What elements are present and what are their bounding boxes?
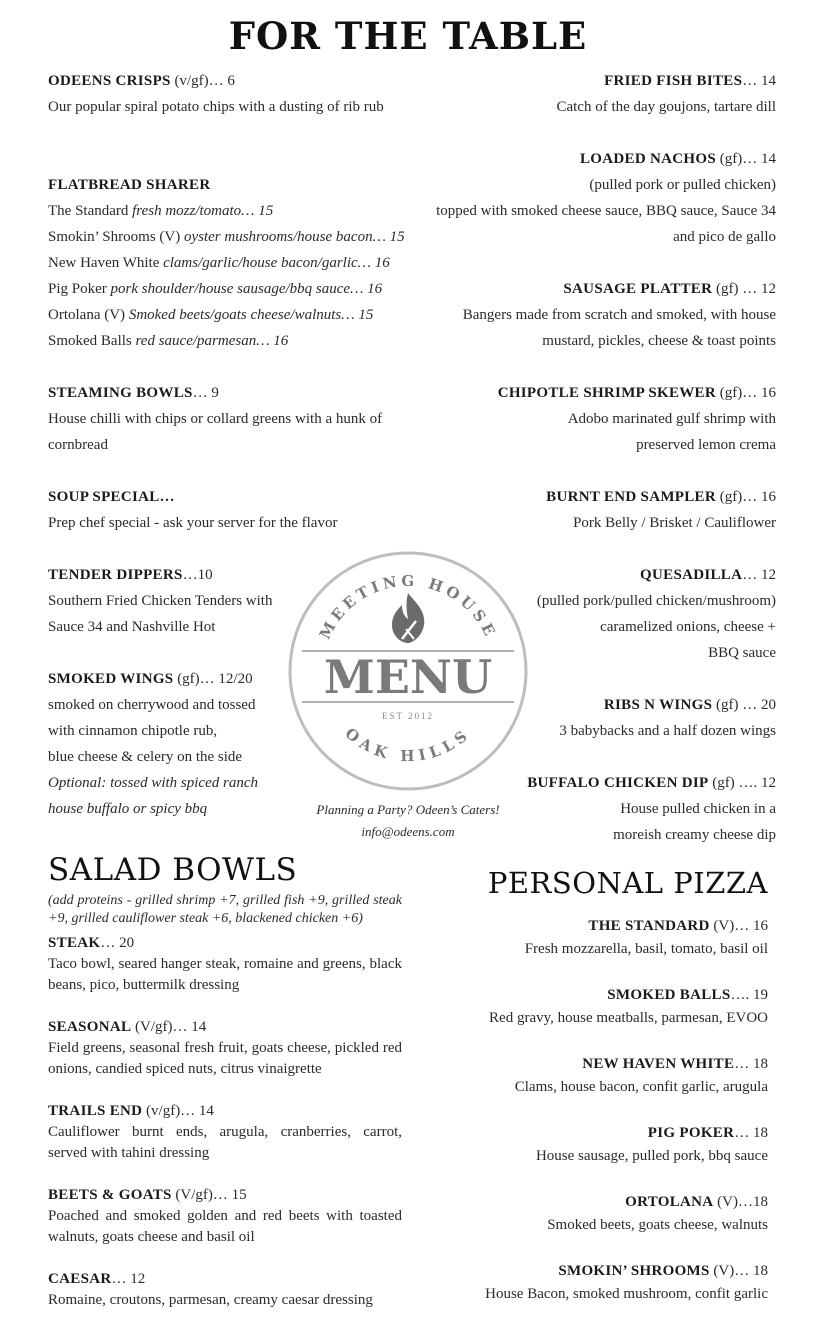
item-name: PIG POKER xyxy=(647,1125,735,1141)
menu-item-buffalo-chicken-dip xyxy=(526,770,776,848)
menu-item-smoked-wings xyxy=(48,666,298,822)
salad-item-trails-end xyxy=(48,1101,402,1164)
catering-text: Planning a Party? Odeen’s Caters! xyxy=(316,802,500,817)
item-price: (V)…18 xyxy=(713,1194,768,1210)
menu-item-steaming-bowls xyxy=(48,380,408,458)
pizza-section-title: PERSONAL PIZZA xyxy=(487,866,768,900)
menu-item-sausage-platter xyxy=(424,276,776,354)
pizza-item-the-standard xyxy=(428,915,768,961)
item-description: Pork Belly / Brisket / Cauliflower xyxy=(573,515,776,531)
menu-item-soup-special xyxy=(48,484,408,536)
menu-item-burnt-end-sampler xyxy=(416,484,776,536)
item-description: Smoked beets, goats cheese, walnuts xyxy=(547,1217,768,1233)
item-price: (gf) …. 12 xyxy=(708,775,776,791)
item-description: Red gravy, house meatballs, parmesan, EVOO xyxy=(489,1010,768,1026)
logo-est-text: EST 2012 xyxy=(381,711,435,721)
logo-top-text: MEETING HOUSE xyxy=(315,571,501,643)
item-price: … 12 xyxy=(111,1271,146,1287)
item-name: QUESADILLA xyxy=(640,567,743,583)
menu-item-ribs-n-wings xyxy=(526,692,776,744)
flatbread-option: Ortolana (V) Smoked beets/goats cheese/walnuts… 15 xyxy=(48,307,374,323)
item-price: (gf)… 12/20 xyxy=(173,671,253,687)
salad-item-beets-goats xyxy=(48,1185,402,1248)
item-description: BBQ sauce xyxy=(708,645,776,661)
item-optional-note: Optional: tossed with spiced ranch xyxy=(48,775,258,791)
catering-note xyxy=(300,799,516,843)
flatbread-option: Pig Poker pork shoulder/house sausage/bbq sauce… 16 xyxy=(48,281,383,297)
item-price: (V/gf)… 15 xyxy=(171,1187,247,1203)
item-price: …. 19 xyxy=(730,987,768,1003)
item-name: SMOKIN’ SHROOMS xyxy=(558,1263,710,1279)
item-price: (gf) … 20 xyxy=(712,697,776,713)
pizza-item-smoked-balls xyxy=(428,984,768,1030)
item-price: … 18 xyxy=(734,1125,768,1141)
item-price: (V)… 16 xyxy=(709,918,768,934)
item-name: SMOKED WINGS xyxy=(48,671,174,687)
logo-bottom-text: OAK HILLS xyxy=(341,724,475,766)
item-price: … 20 xyxy=(100,935,135,951)
flatbread-option: New Haven White clams/garlic/house bacon/garlic… 16 xyxy=(48,255,390,271)
item-name: STEAMING BOWLS xyxy=(48,385,193,401)
item-description: smoked on cherrywood and tossed xyxy=(48,697,256,713)
item-description: Our popular spiral potato chips with a dusting of rib rub xyxy=(48,99,384,115)
item-name: FLATBREAD SHARER xyxy=(48,177,211,193)
item-description: House pulled chicken in a xyxy=(620,801,776,817)
item-price: (gf)… 16 xyxy=(716,385,776,401)
item-description: (pulled pork/pulled chicken/mushroom) xyxy=(536,593,776,609)
item-price: …10 xyxy=(182,567,213,583)
item-name: SAUSAGE PLATTER xyxy=(563,281,713,297)
item-name: BEETS & GOATS xyxy=(48,1187,172,1203)
item-name: FRIED FISH BITES xyxy=(604,73,743,89)
item-price: (V)… 18 xyxy=(709,1263,768,1279)
item-description: moreish creamy cheese dip xyxy=(613,827,776,843)
item-description: Taco bowl, seared hanger steak, romaine and greens, black beans, pico, buttermilk dressing xyxy=(48,956,402,993)
item-price: (v/gf)… 14 xyxy=(142,1103,214,1119)
menu-item-fried-fish-bites xyxy=(416,68,776,120)
item-description: Adobo marinated gulf shrimp with xyxy=(567,411,776,427)
item-name: SEASONAL xyxy=(48,1019,132,1035)
catering-email: info@odeens.com xyxy=(361,824,455,839)
item-description: Prep chef special - ask your server for the flavor xyxy=(48,515,338,531)
menu-item-quesadilla xyxy=(486,562,776,666)
item-description: Cauliflower burnt ends, arugula, cranberries, carrot, served with tahini dressing xyxy=(48,1124,402,1161)
page-title: FOR THE TABLE xyxy=(228,14,588,58)
item-price: (gf)… 14 xyxy=(716,151,776,167)
item-name: LOADED NACHOS xyxy=(580,151,716,167)
pizza-item-new-haven-white xyxy=(428,1053,768,1099)
item-name: STEAK xyxy=(48,935,101,951)
item-name: RIBS N WINGS xyxy=(603,697,713,713)
item-description: Southern Fried Chicken Tenders with Sauce 34 and Nashville Hot xyxy=(48,593,273,635)
item-price: … 14 xyxy=(742,73,776,89)
salad-section-title: SALAD BOWLS xyxy=(48,852,298,888)
menu-item-flatbread-sharer xyxy=(48,172,428,354)
pizza-item-smokin-shrooms xyxy=(428,1260,768,1306)
item-description: Clams, house bacon, confit garlic, arugula xyxy=(514,1079,768,1095)
menu-item-loaded-nachos xyxy=(426,146,776,250)
meeting-house-logo xyxy=(288,551,528,791)
item-description: Field greens, seasonal fresh fruit, goats cheese, pickled red onions, candied spiced nuts, citrus vinaigrette xyxy=(48,1040,402,1077)
item-price: … 18 xyxy=(734,1056,768,1072)
item-name: CAESAR xyxy=(48,1271,112,1287)
item-description: House sausage, pulled pork, bbq sauce xyxy=(535,1148,768,1164)
item-name: TENDER DIPPERS xyxy=(48,567,183,583)
item-description: topped with smoked cheese sauce, BBQ sauce, Sauce 34 and pico de gallo xyxy=(436,203,776,245)
item-description: 3 babybacks and a half dozen wings xyxy=(559,723,776,739)
salad-protein-note: (add proteins - grilled shrimp +7, grilled fish +9, grilled steak +9, grilled cauliflower steak +6, blackened chicken +6) xyxy=(48,893,402,926)
item-description: preserved lemon crema xyxy=(636,437,776,453)
item-price: (gf) … 12 xyxy=(712,281,776,297)
item-description: House chilli with chips or collard greens with a hunk of cornbread xyxy=(48,411,383,453)
menu-item-odeens-crisps xyxy=(48,68,408,120)
item-name: ODEENS CRISPS xyxy=(48,73,171,89)
item-price: (v/gf)… 6 xyxy=(170,73,235,89)
item-description: Poached and smoked golden and red beets with toasted walnuts, goats cheese and basil oil xyxy=(48,1208,402,1245)
item-description: Fresh mozzarella, basil, tomato, basil oil xyxy=(524,941,768,957)
item-name: CHIPOTLE SHRIMP SKEWER xyxy=(497,385,716,401)
item-description: caramelized onions, cheese + xyxy=(600,619,776,635)
item-price: … 9 xyxy=(192,385,219,401)
pizza-item-pig-poker xyxy=(428,1122,768,1168)
item-price: (V/gf)… 14 xyxy=(131,1019,207,1035)
salad-item-seasonal xyxy=(48,1017,402,1080)
item-description: House Bacon, smoked mushroom, confit garlic xyxy=(485,1286,768,1302)
item-name: THE STANDARD xyxy=(588,918,710,934)
logo-center-text: MENU xyxy=(323,650,493,704)
pizza-item-ortolana xyxy=(428,1191,768,1237)
item-name: BURNT END SAMPLER xyxy=(546,489,716,505)
item-name: BUFFALO CHICKEN DIP xyxy=(527,775,709,791)
item-description: Romaine, croutons, parmesan, creamy caesar dressing xyxy=(48,1292,373,1308)
menu-item-chipotle-shrimp-skewer xyxy=(416,380,776,458)
item-name: TRAILS END xyxy=(48,1103,143,1119)
menu-item-tender-dippers xyxy=(48,562,310,640)
salad-item-steak xyxy=(48,933,402,996)
item-name: SOUP SPECIAL… xyxy=(48,489,175,505)
item-name: ORTOLANA xyxy=(625,1194,714,1210)
salad-item-caesar xyxy=(48,1269,408,1311)
item-price: (gf)… 16 xyxy=(716,489,776,505)
flatbread-option: Smoked Balls red sauce/parmesan… 16 xyxy=(48,333,289,349)
flatbread-option: The Standard fresh mozz/tomato… 15 xyxy=(48,203,274,219)
item-description: blue cheese & celery on the side xyxy=(48,749,243,765)
item-price: … 12 xyxy=(742,567,776,583)
flatbread-option: Smokin’ Shrooms (V) oyster mushrooms/house bacon… 15 xyxy=(48,229,405,245)
item-description: Catch of the day goujons, tartare dill xyxy=(556,99,776,115)
item-name: NEW HAVEN WHITE xyxy=(582,1056,735,1072)
item-description: Bangers made from scratch and smoked, with house mustard, pickles, cheese & toast points xyxy=(462,307,776,349)
item-description: with cinnamon chipotle rub, xyxy=(48,723,218,739)
item-description: (pulled pork or pulled chicken) xyxy=(589,177,776,193)
logo-badge xyxy=(288,551,528,791)
item-optional-note: house buffalo or spicy bbq xyxy=(48,801,208,817)
item-name: SMOKED BALLS xyxy=(607,987,731,1003)
